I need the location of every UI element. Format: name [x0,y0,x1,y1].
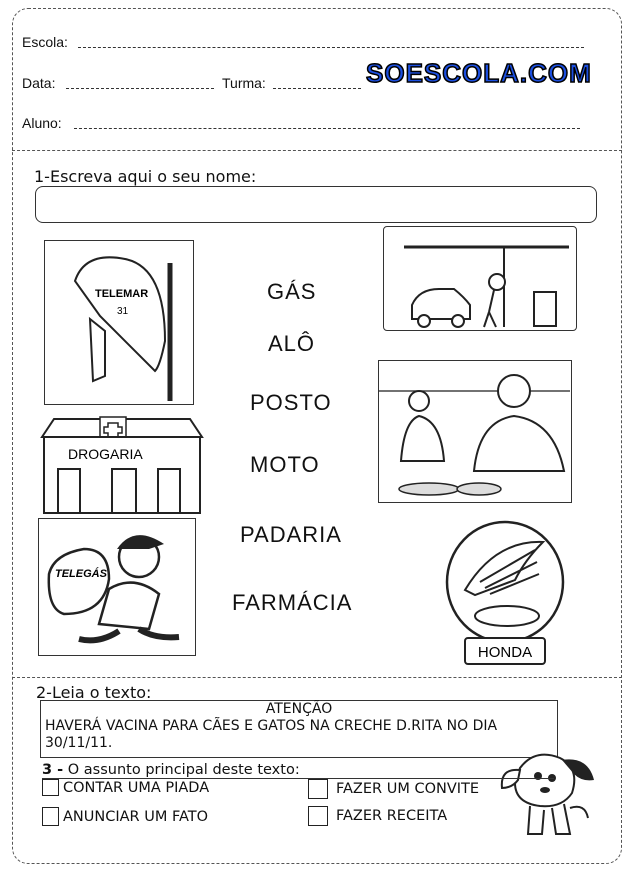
option-label: CONTAR UMA PIADA [63,779,210,796]
word-farmacia: FARMÁCIA [232,590,353,615]
phone-booth-image [44,240,194,405]
drugstore-drawing [40,415,204,515]
escola-label: Escola: [22,34,68,50]
header-divider [12,150,622,151]
bakery-drawing [379,361,570,501]
site-logo: SOESCOLA.COM [366,58,592,88]
aluno-label: Aluno: [22,115,62,131]
word-padaria: PADARIA [240,522,342,547]
honda-label: HONDA [477,644,533,661]
question-3 [42,762,300,778]
notice-box [40,700,558,758]
data-label: Data: [22,75,56,91]
checkbox[interactable] [42,807,59,826]
question-1-prompt: 1-Escreva aqui o seu nome: [34,167,257,186]
question-3-number: 3 - [42,762,64,778]
telegas-drawing [39,519,194,654]
name-input-box[interactable] [35,186,597,223]
option-fazer-convite[interactable] [308,779,479,799]
phone-number: 31 [117,306,129,317]
option-label: FAZER UM CONVITE [336,781,480,797]
option-contar-piada[interactable] [42,779,209,796]
data-field[interactable] [66,88,214,89]
section-divider [12,677,622,678]
word-moto: MOTO [250,452,320,477]
gas-station-drawing [384,227,575,329]
question-3-prompt: O assunto principal deste texto: [67,762,300,778]
notice-body: HAVERÁ VACINA PARA CÃES E GATOS NA CRECHE D.RITA NO DIA 30/11/11. [45,718,498,751]
turma-field[interactable] [273,88,361,89]
checkbox[interactable] [308,779,328,799]
word-posto: POSTO [250,390,332,415]
notice-title: ATENÇÃO [265,701,333,717]
honda-image [445,520,569,665]
phone-booth-drawing [45,241,192,403]
phone-label: TELEMAR [95,288,149,300]
option-label: FAZER RECEITA [336,808,448,824]
question-2-prompt: 2-Leia o texto: [36,683,152,702]
checkbox[interactable] [308,806,328,826]
checkbox[interactable] [42,779,59,796]
telegas-label: TELEGÁS [55,568,107,580]
gas-station-image [383,226,577,331]
option-fazer-receita[interactable] [308,806,447,826]
drugstore-image [40,415,204,515]
option-label: ANUNCIAR UM FATO [63,808,209,825]
telegas-image [38,518,196,656]
turma-label: Turma: [222,75,266,91]
word-gas: GÁS [267,279,317,304]
bakery-image [378,360,572,503]
honda-drawing [445,520,569,665]
escola-field[interactable] [78,47,584,48]
dog-illustration [490,748,600,840]
option-anunciar-fato[interactable] [42,807,208,826]
pharmacy-sign: DROGARIA [68,446,143,462]
aluno-field[interactable] [74,128,580,129]
word-alo: ALÔ [268,331,316,356]
